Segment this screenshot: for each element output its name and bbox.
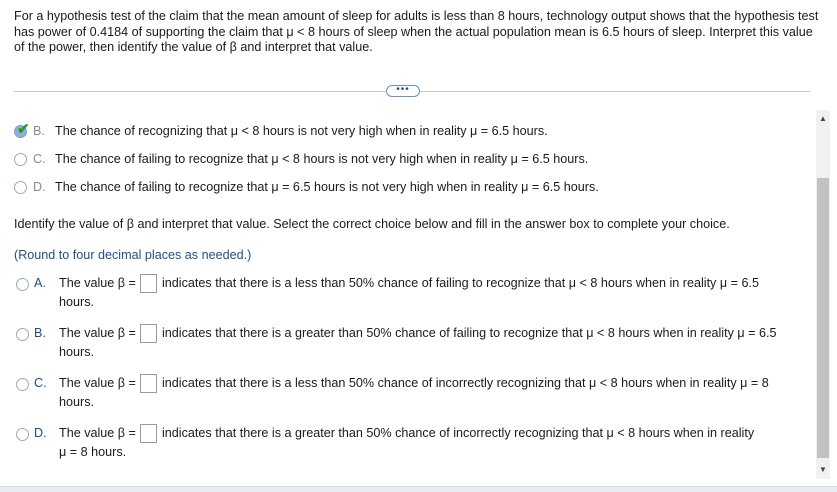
beta-answer-input[interactable] <box>140 274 157 293</box>
option-text: The chance of failing to recognize that μ = 6.5 hours is not very high when in reality μ = 6.5 hours. <box>55 180 599 194</box>
scroll-down-icon[interactable]: ▼ <box>819 465 827 474</box>
option-text: indicates that there is a greater than 50% chance of incorrectly recognizing that μ < 8 hours when in reality <box>162 426 755 440</box>
option-continuation: hours. <box>59 345 95 359</box>
option-letter: C. <box>34 376 47 390</box>
round-note: (Round to four decimal places as needed.) <box>14 248 252 262</box>
option-text: indicates that there is a less than 50% chance of failing to recognize that μ < 8 hours when in reality μ = 6.5 <box>162 276 759 290</box>
option-letter: A. <box>34 276 46 290</box>
radio-button[interactable] <box>14 153 27 166</box>
option-letter: B. <box>34 326 46 340</box>
check-icon: ✔ <box>17 121 30 138</box>
option-prefix: The value β = <box>59 426 136 440</box>
option-prefix: The value β = <box>59 326 136 340</box>
vertical-scrollbar[interactable] <box>816 110 830 479</box>
beta-answer-input[interactable] <box>140 374 157 393</box>
divider <box>14 84 810 98</box>
identify-instruction: Identify the value of β and interpret that value. Select the correct choice below and fill in the answer box to complete your choice. <box>14 217 730 231</box>
option-continuation: hours. <box>59 395 95 409</box>
option-text: The chance of failing to recognize that μ < 8 hours is not very high when in reality μ = 6.5 hours. <box>55 152 589 166</box>
scrollbar-thumb[interactable] <box>817 178 829 458</box>
option-text: indicates that there is a less than 50% chance of incorrectly recognizing that μ < 8 hours when in reality μ = 8 <box>162 376 769 390</box>
radio-button[interactable] <box>16 378 29 391</box>
more-button[interactable]: ••• <box>386 85 420 97</box>
option-letter: D. <box>33 180 46 194</box>
option-prefix: The value β = <box>59 376 136 390</box>
radio-selected[interactable] <box>14 121 30 138</box>
radio-button[interactable] <box>16 428 29 441</box>
option-letter: C. <box>33 152 46 166</box>
power-option-d[interactable] <box>14 180 599 195</box>
option-text: indicates that there is a greater than 50% chance of failing to recognize that μ < 8 hours when in reality μ = 6.5 <box>162 326 777 340</box>
option-continuation: hours. <box>59 295 95 309</box>
beta-answer-input[interactable] <box>140 424 157 443</box>
bottom-bar <box>0 486 837 492</box>
scroll-up-icon[interactable]: ▲ <box>819 114 827 123</box>
beta-answer-input[interactable] <box>140 324 157 343</box>
power-option-b[interactable] <box>14 121 548 139</box>
option-text: The chance of recognizing that μ < 8 hours is not very high when in reality μ = 6.5 hours. <box>55 124 548 138</box>
radio-button[interactable] <box>14 181 27 194</box>
power-option-c[interactable] <box>14 152 588 167</box>
option-letter: D. <box>34 426 47 440</box>
radio-button[interactable] <box>16 328 29 341</box>
option-continuation: μ = 8 hours. <box>59 445 127 459</box>
option-prefix: The value β = <box>59 276 136 290</box>
question-text: For a hypothesis test of the claim that the mean amount of sleep for adults is less than 8 hours, technology output shows that the hypothesis test has power of 0.4184 of supporting the claim that μ < 8 hours of sleep when the actual population mean is 6.5 hours of sleep. Interpret this value of the power, then identify the value of β and interpret that value. <box>14 9 819 54</box>
option-letter: B. <box>33 124 45 138</box>
radio-button[interactable] <box>16 278 29 291</box>
